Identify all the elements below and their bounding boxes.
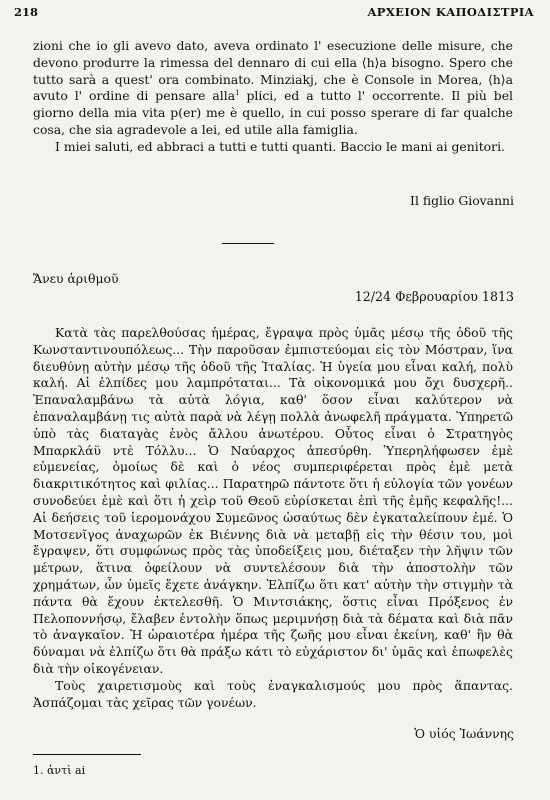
section-divider [222, 243, 274, 244]
italian-letter-body [33, 38, 513, 156]
italian-paragraph-1 [33, 38, 513, 139]
footnote [33, 764, 85, 777]
greek-paragraph-1: Κατὰ τὰς παρελθούσας ἡμέρας, ἔγραψα πρὸς ὑμᾶς μέσῳ τῆς ὁδοῦ τῆς Κωνσταντινουπόλεως... Τὴν παροῦσαν ἐμπιστεύομαι εἰς τὸν Μόστραν, ἵνα διευθύνῃ αὐτὴν μέσῳ τῆς ὁδοῦ τῆς Ἰταλίας. Ἡ ὑγεία μου εἶναι καλή, πολὺ καλή. Αἱ ἐλπίδες μου λαμπρόταται... Τὰ οἰκονομικά μου ὄχι δυσχερῆ.. Ἐπαναλαμβάνω τὰ αὐτὰ λόγια, καθ' ὅσον εἶναι καλύτερον νὰ ἐπαναλαμβάνῃ τις αὐτὰ παρὰ νὰ λέγῃ πολλὰ ἀνωφελῆ πράγματα. Ὑπηρετῶ ὑπὸ τὰς διαταγὰς ἑνὸς ἄλλου ἀνωτέρου. Οὗτος εἶναι ὁ Στρατηγὸς Μπαρκλάϋ ντὲ Τόλλυ... Ὁ Ναύαρχος ἀπεσύρθη. Ὑπερηλήφωσεν ἐμὲ εὐμενείας, ὁμοίως δὲ καὶ ὁ νέος συμπεριφέρεται πρὸς ἐμὲ μετὰ διακριτικότητος καὶ φιλίας... Παρατηρῶ πάντοτε ὅτι ἡ εὐλογία τῶν γονέων συνοδεύει ἐμὲ καὶ ὅτι ἡ χεὶρ τοῦ Θεοῦ εὑρίσκεται ἐπὶ τῆς ἐμῆς κεφαλῆς!... Αἱ δεήσεις τοῦ ἱερομονάχου Συμεῶνος ὡσαύτως δὲν ἐγκαταλείπουν ἐμέ. Ὁ Μοτσενῖγος ἀναχωρῶν ἐκ Βιέννης διὰ νὰ μεταβῇ εἰς τὴν θέσιν του, μοὶ ἔγραψεν, ὅτι συμφώνως πρὸς τὰς ὑποδείξεις μου, διέταξεν τὴν λῆψιν τῶν μέτρων, ἅτινα ὀφείλουν νὰ συντελέσουν διὰ τὴν ἀποστολὴν τῶν χρημάτων, ὧν ὑμεῖς ἔχετε ἀνάγκην. Ἐλπίζω ὅτι κατ' αὐτὴν τὴν στιγμὴν τὰ πάντα θὰ ἔχουν ἐκτελεσθῆ. Ὁ Μιντσιάκης, ὅστις εἶναι Πρόξενος ἐν Πελοποννήσῳ, ἔλαβεν ἐντολὴν ὅπως μεριμνήσῃ διὰ τὰ δέματα καὶ διὰ πᾶν τὸ ἀναγκαῖον. Ἡ ὡραιοτέρα ἡμέρα τῆς ζωῆς μου εἶναι ἐκείνη, καθ' ἣν θὰ δύναμαι νὰ ἐλπίζω ὅτι θὰ πράξω κάτι τὸ εὐχάριστον δι' ὑμᾶς καὶ ἐπωφελὲς διὰ τὴν οἰκογένειαν. [33, 325, 513, 676]
footnote-text: ἀντὶ ai [47, 764, 86, 777]
italian-paragraph-2: I miei saluti, ed abbraci a tutti e tutti quanti. Baccio le mani ai genitori. [55, 138, 505, 154]
running-title: ΑΡΧΕΙΟΝ ΚΑΠΟΔΙΣΤΡΙΑ [367, 5, 534, 19]
footnote-number: 1. [33, 764, 44, 777]
letter-heading: Ἄνευ ἀριθμοῦ [33, 271, 119, 286]
greek-signature: Ὁ υἱός Ἰωάννης [414, 726, 514, 741]
italian-paragraph-1-end: plici, ed a tutto l' occorrente. Il più bel giorno della mia vita p(er) me è quello, in cui posso sperare di far qualche cosa, che sia agradevole a lei, ed utile alla famiglia. [33, 88, 513, 137]
greek-paragraph-2: Τοὺς χαιρετισμοὺς καὶ τοὺς ἐναγκαλισμούς μου πρὸς ἅπαντας. Ἀσπάζομαι τὰς χεῖρας τῶν γονέων. [33, 677, 513, 710]
greek-letter-body [33, 325, 513, 711]
footnote-mark: 1 [235, 89, 240, 98]
letter-date: 12/24 Φεβρουαρίου 1813 [354, 289, 514, 304]
footnote-divider [33, 754, 141, 755]
italian-signature: Il figlio Giovanni [410, 193, 514, 208]
page-number: 218 [14, 5, 39, 19]
italian-paragraph-1-text: zioni che io gli avevo dato, aveva ordinato l' esecuzione delle misure, che devono produrre la rimessa del dennaro di cui ella ⟨h⟩a bisogno. Spero che tutto sarà a quest' ora combinato. Minziakj, che è Console in Morea, ⟨h⟩a avuto l' ordine di pensare alla [33, 38, 513, 104]
running-header [14, 5, 534, 23]
